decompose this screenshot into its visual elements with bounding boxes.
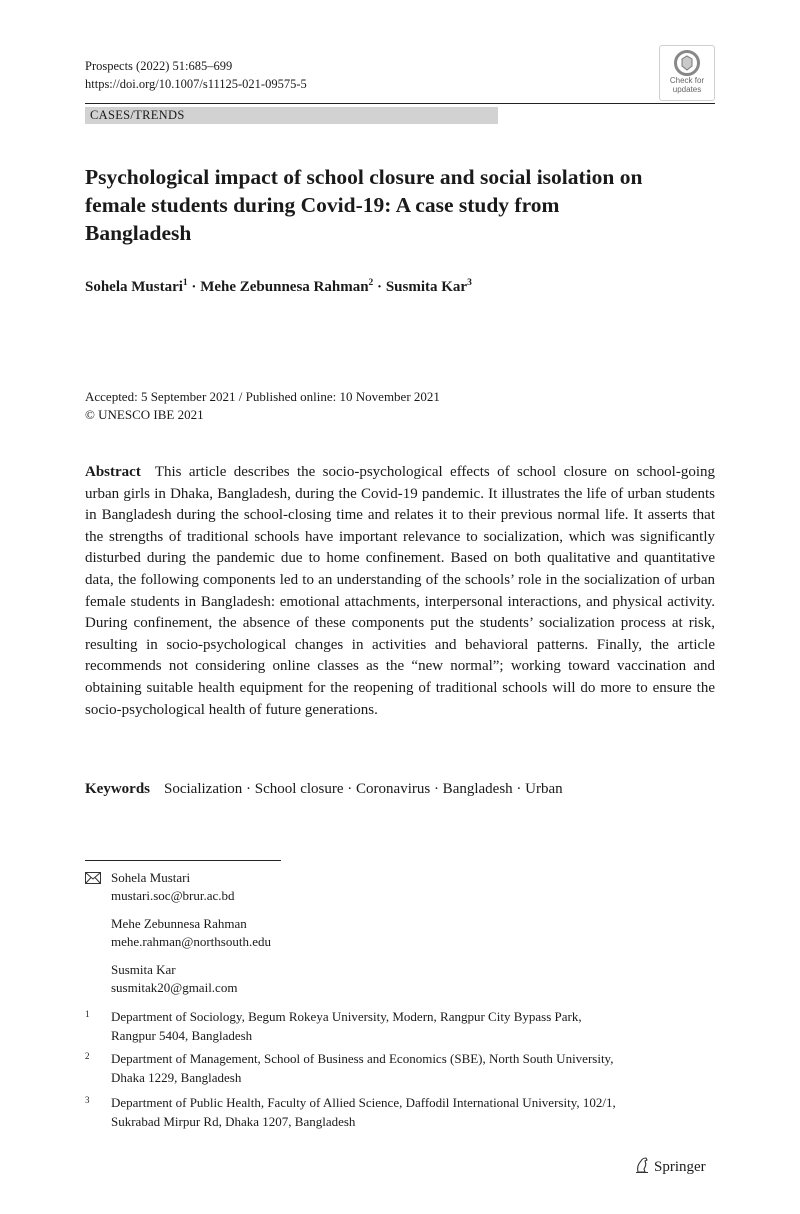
check-badge-line1: Check for (669, 76, 705, 85)
affiliation-line: Rangpur 5404, Bangladesh (111, 1027, 253, 1043)
keywords-text: Socialization · School closure · Coronavirus · Bangladesh · Urban (164, 781, 563, 797)
section-label: CASES/TRENDS (85, 107, 498, 124)
contact-name: Susmita Kar (111, 962, 176, 977)
journal-info (85, 57, 307, 93)
affiliation-line: Sukrabad Mirpur Rd, Dhaka 1207, Bangladesh (111, 1113, 356, 1129)
affiliation-1 (85, 1008, 685, 1045)
keywords (85, 779, 563, 799)
author-separator: · (373, 279, 386, 295)
accepted-published-line: Accepted: 5 September 2021 / Published online: 10 November 2021 (85, 389, 440, 404)
affiliation-3 (85, 1094, 685, 1131)
author-affil-ref: 2 (368, 278, 374, 288)
publisher-logo (634, 1156, 706, 1177)
affiliation-line: Dhaka 1229, Bangladesh (111, 1069, 242, 1085)
mail-icon (85, 872, 101, 884)
article-title: Psychological impact of school closure and social isolation on female students during Covid-19: A case study from Bangladesh (85, 165, 643, 245)
header-rule (85, 103, 715, 104)
author-name[interactable]: Mehe Zebunnesa Rahman (200, 279, 369, 295)
abstract (85, 462, 715, 721)
check-badge-line2: updates (672, 85, 702, 94)
contact-entry (111, 869, 271, 905)
check-for-updates-badge[interactable] (659, 45, 715, 101)
copyright-line: © UNESCO IBE 2021 (85, 407, 204, 422)
contact-email[interactable]: susmitak20@gmail.com (111, 980, 238, 995)
abstract-text: This article describes the socio-psychological effects of school closure on school-going urban girls in Dhaka, Bangladesh, during the Covid-19 pandemic. It illustrates the life of urban students in Bangladesh during the school-closing time and relates it to their previous normal life. It asserts that the strengths of traditional schools have important relevance to socialization, which was significantly disturbed during the pandemic due to home confinement. Based on both qualitative and quantitative data, the following components led to an understanding of the schools’ role in the socialization of urban female students in Bangladesh: emotional attachments, interpersonal interactions, and physical activity. During confinement, the absence of these components put the students’ socialization process at risk, resulting in socio-psychological changes in activities and behavioral patterns. Finally, the article recommends not considering online classes as the “new normal”; working toward vaccination and obtaining suitable health equipment for the reopening of traditional schools will do more to ensure the socio-psychological health of future generations. (85, 464, 715, 718)
journal-citation: Prospects (2022) 51:685–699 (85, 59, 233, 73)
corresponding-contacts (111, 869, 271, 1007)
affiliation-number: 3 (85, 1095, 90, 1105)
contact-entry (111, 961, 271, 997)
springer-horse-icon (634, 1156, 650, 1174)
author-affil-ref: 1 (182, 278, 188, 288)
contact-name: Sohela Mustari (111, 870, 191, 885)
author-name[interactable]: Sohela Mustari (85, 279, 183, 295)
publisher-name: Springer (654, 1159, 706, 1175)
affiliation-line: Department of Management, School of Business and Economics (SBE), North South University, (111, 1051, 614, 1066)
author-list (85, 273, 472, 297)
author-affil-ref: 3 (467, 278, 472, 288)
author-separator: · (187, 279, 201, 295)
contact-name: Mehe Zebunnesa Rahman (111, 916, 247, 931)
contact-email[interactable]: mustari.soc@brur.ac.bd (111, 888, 235, 903)
affiliation-line: Department of Sociology, Begum Rokeya University, Modern, Rangpur City Bypass Park, (111, 1009, 582, 1024)
affiliation-number: 1 (85, 1009, 90, 1019)
author-name[interactable]: Susmita Kar (385, 279, 468, 295)
abstract-heading: Abstract (85, 464, 141, 480)
keywords-heading: Keywords (85, 781, 150, 797)
contact-email[interactable]: mehe.rahman@northsouth.edu (111, 934, 271, 949)
affiliation-number: 2 (85, 1051, 90, 1061)
check-updates-icon (674, 50, 700, 76)
contact-entry (111, 915, 271, 951)
publication-dates (85, 388, 440, 424)
affiliation-2 (85, 1050, 685, 1087)
doi-link[interactable]: https://doi.org/10.1007/s11125-021-09575-5 (85, 77, 307, 91)
affiliation-line: Department of Public Health, Faculty of Allied Science, Daffodil International University, 102/1, (111, 1095, 616, 1110)
footnote-rule (85, 860, 281, 861)
